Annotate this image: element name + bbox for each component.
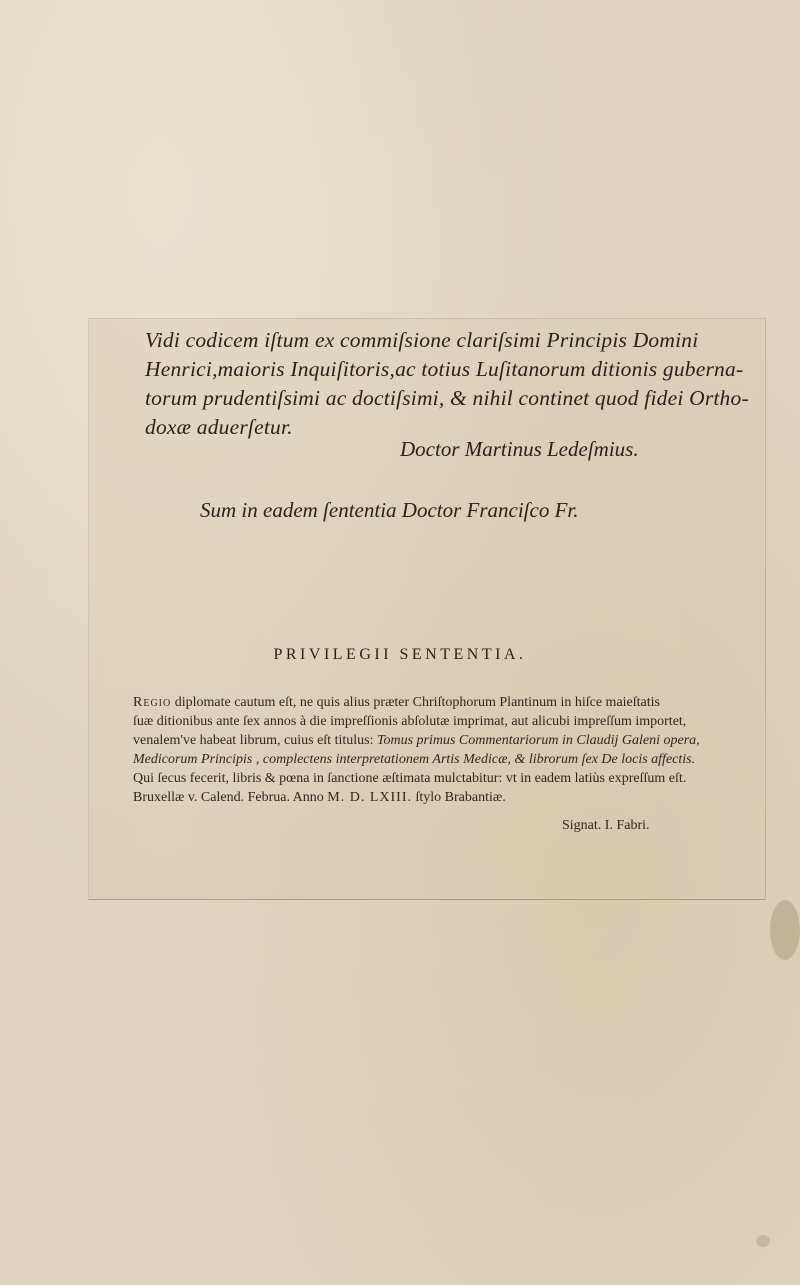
censor-signature-ledesmius: Doctor Martinus Ledeſmius. [400,437,639,461]
paper-stain [770,900,800,960]
privilege-initial-word: Regio [133,695,172,710]
censor-signature-francisco: Sum in eadem ſententia Doctor Franciſco Fr. [200,498,579,522]
privilege-line-text: Bruxellæ v. Calend. Februa. Anno [133,790,328,805]
paper-stain [756,1235,770,1247]
privilege-year: M. D. LXIII. [327,790,413,805]
censura-line: torum prudentiſsimi ac doctiſsimi, & nihil continet quod fidei Ortho- [145,386,749,410]
privilege-line-text: venalem've habeat librum, cuius eſt titulus: [133,733,377,748]
censura-line: Henrici,maioris Inquiſitoris,ac totius Luſitanorum ditionis guberna- [145,357,744,381]
censura-text [145,326,765,442]
privilege-line-text: diplomate cautum eſt, ne quis alius præter Chriſtophorum Plantinum in hiſce maieſtatis [171,695,660,710]
privilege-text [133,693,773,807]
book-title-continued: Medicorum Principis , complectens interpretationem Artis Medicæ, & librorum ſex De locis affectis. [133,752,696,767]
privilege-heading: PRIVILEGII SENTENTIA. [273,646,527,663]
censura-line: doxæ aduerſetur. [145,415,293,439]
privilege-line [133,693,773,712]
censura-line: Vidi codicem iſtum ex commiſsione clariſsimi Principis Domini [145,328,699,352]
privilege-signature: Signat. I. Fabri. [562,818,650,833]
book-title: Tomus primus Commentariorum in Claudij Galeni opera, [376,733,700,748]
privilege-line: Qui ſecus fecerit, libris & pœna in ſanctione æſtimata mulctabitur: vt in eadem latiùs expreſſum eſt. [133,771,687,786]
privilege-line-text: ſtylo Brabantiæ. [412,790,506,805]
privilege-line: ſuæ ditionibus ante ſex annos à die impreſſionis abſolutæ imprimat, aut alicubi impreſſum importet, [133,714,687,729]
privilege-line [133,731,773,750]
privilege-line [133,788,773,807]
